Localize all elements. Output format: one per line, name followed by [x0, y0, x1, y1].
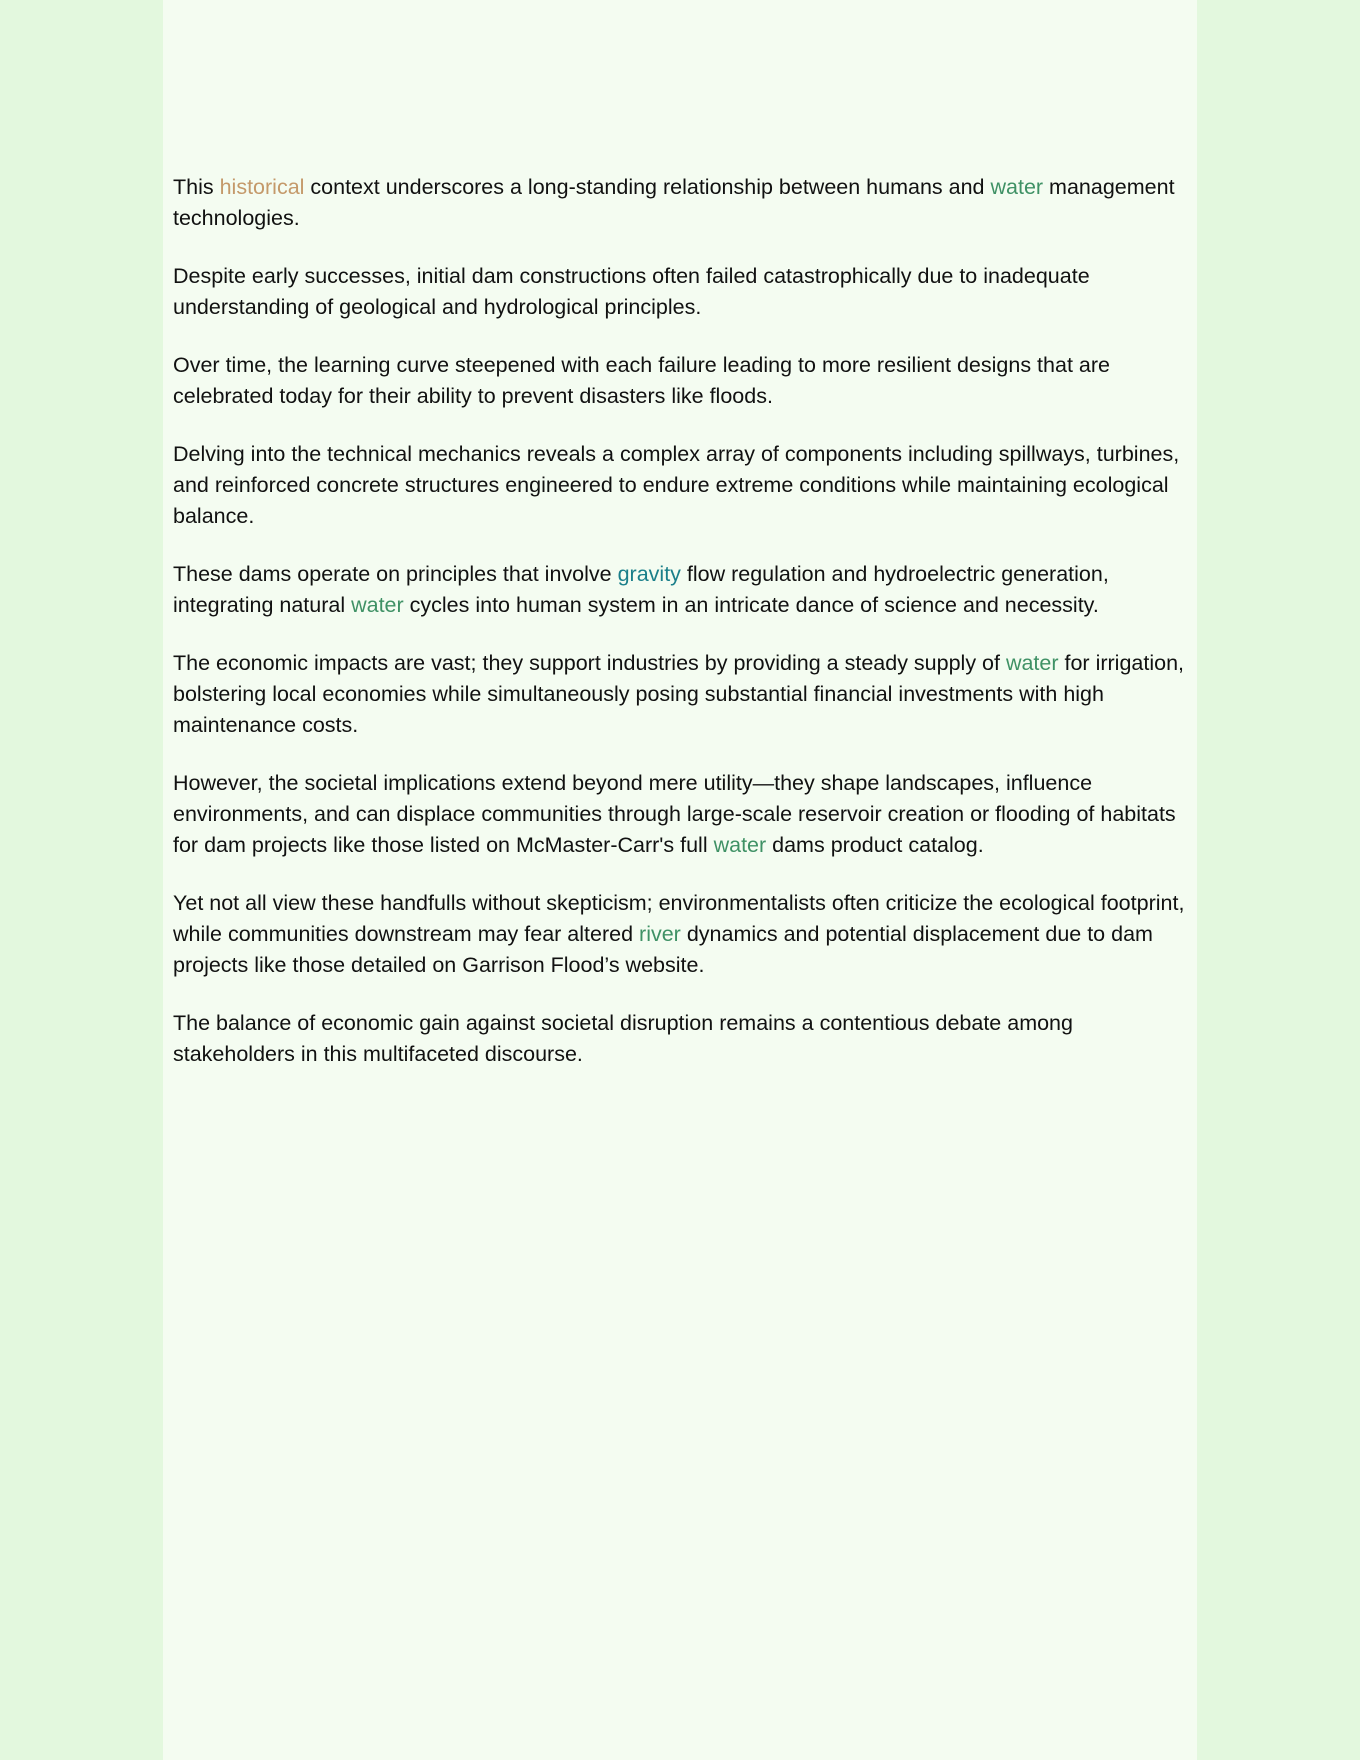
text-run: flow regulation and hydroelectric generation, integrating natural [173, 562, 1109, 617]
paragraph-3 [173, 350, 1193, 412]
text-run: Yet not all view these handfulls without skepticism; environmentalists often criticize the ecological footprint, while communities downstream may fear altered [173, 891, 1185, 946]
text-run: The economic impacts are vast; they support industries by providing a steady supply of [173, 651, 1006, 675]
text-run: dams product catalog. [766, 833, 984, 857]
keyword-river: river [639, 922, 681, 946]
keyword-water: water [351, 593, 404, 617]
paragraph-5 [173, 559, 1193, 621]
keyword-gravity: gravity [617, 562, 681, 586]
text-run: management technologies. [173, 175, 1175, 230]
text-run: Despite early successes, initial dam constructions often failed catastrophically due to inadequate understanding of geological and hydrological principles. [173, 264, 1090, 319]
text-run: These dams operate on principles that involve [173, 562, 618, 586]
text-run: context underscores a long-standing relationship between humans and [304, 175, 991, 199]
text-run: This [173, 175, 220, 199]
paragraph-6 [173, 648, 1193, 741]
text-run: Delving into the technical mechanics reveals a complex array of components including spillways, turbines, and reinforced concrete structures engineered to endure extreme conditions while maintaining ecological balance. [173, 442, 1180, 528]
text-run: Over time, the learning curve steepened with each failure leading to more resilient designs that are celebrated today for their ability to prevent disasters like floods. [173, 353, 1110, 408]
article-body [173, 172, 1193, 1097]
keyword-water: water [990, 175, 1044, 199]
paragraph-8 [173, 888, 1193, 981]
paragraph-2 [173, 261, 1193, 323]
text-run: The balance of economic gain against societal disruption remains a contentious debate among stakeholders in this multifaceted discourse. [173, 1011, 1073, 1066]
paragraph-4 [173, 439, 1193, 532]
paragraph-1 [173, 172, 1193, 234]
document-page [163, 0, 1197, 1760]
text-run: dynamics and potential displacement due to dam projects like those detailed on Garrison Flood’s website. [173, 922, 1153, 977]
text-run: for irrigation, bolstering local economies while simultaneously posing substantial financial investments with high maintenance costs. [173, 651, 1184, 737]
keyword-water: water [1005, 651, 1059, 675]
paragraph-9 [173, 1008, 1193, 1070]
paragraph-7 [173, 768, 1193, 861]
keyword-water: water [713, 833, 767, 857]
text-run: However, the societal implications extend beyond mere utility—they shape landscapes, influence environments, and can displace communities through large-scale reservoir creation or flooding of habitats for dam projects like those listed on McMaster-Carr's full [173, 771, 1176, 857]
text-run: cycles into human system in an intricate dance of science and necessity. [403, 593, 1099, 617]
keyword-historical: historical [219, 175, 305, 199]
